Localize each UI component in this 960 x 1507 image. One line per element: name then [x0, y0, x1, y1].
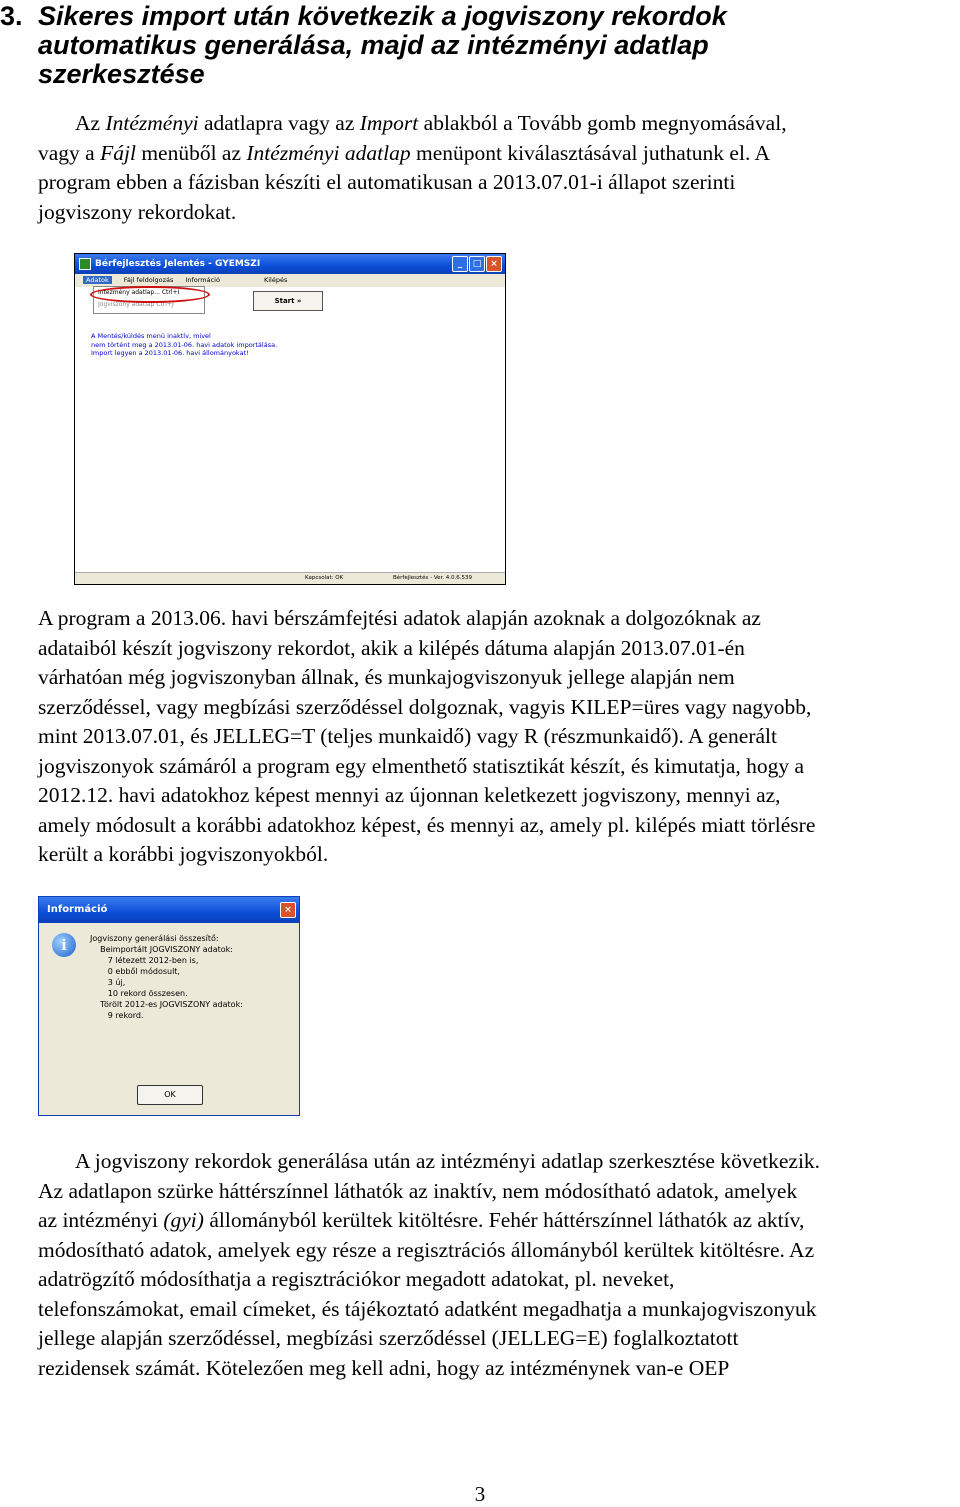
heading-line-1: Sikeres import után következik a jogviszony rekordok	[38, 1, 727, 31]
description-line-2: adataiból készít jogviszony rekordot, akik a kilépés dátuma alapján 2013.07.01-én	[38, 635, 745, 660]
menu-item-intezmeny-adatlap[interactable]: Intézmény adatlap... Ctrl+I	[98, 289, 180, 296]
main-window-titlebar	[75, 254, 505, 274]
connection-status: Kapcsolat: OK	[305, 575, 344, 581]
main-window-screenshot	[74, 253, 506, 585]
status-bar	[75, 572, 505, 584]
page-number: 3	[474, 1482, 486, 1506]
info-dialog-screenshot	[38, 896, 300, 1116]
description-paragraph	[38, 604, 953, 870]
intro-line-2: vagy a Fájl menüből az Intézményi adatlap menüpont kiválasztásával juthatunk el. A	[38, 140, 771, 165]
description-line-4: szerződéssel, vagy megbízási szerződéssel dolgoznak, vagyis KILEP=üres vagy nagyobb,	[38, 694, 812, 719]
menu-informacio[interactable]: Információ	[185, 276, 220, 284]
datasheet-line-1: A jogviszony rekordok generálása után az intézményi adatlap szerkesztése következik.	[75, 1149, 821, 1173]
start-button[interactable]: Start »	[253, 291, 323, 311]
description-line-5: mint 2013.07.01, és JELLEG=T (teljes munkaidő) vagy R (részmunkaidő). A generált	[38, 724, 777, 748]
info-icon: i	[52, 933, 76, 957]
close-icon[interactable]: ×	[486, 256, 502, 272]
close-icon[interactable]: ×	[280, 902, 296, 918]
description-line-6: jogviszonyok számáról a program egy elmenthető statisztikát készít, és kimutatja, hogy a	[38, 753, 805, 778]
datasheet-paragraph	[38, 1147, 958, 1383]
datasheet-line-7: jellege alapján szerződéssel, megbízási szerződéssel (JELLEG=E) foglalkoztatott	[38, 1326, 739, 1350]
minimize-icon[interactable]: _	[452, 256, 468, 272]
section-number: 3.	[0, 1, 23, 31]
datasheet-line-4: módosítható adatok, amelyek egy része a regisztrációs állományból kerültek kitöltésre. Az	[38, 1237, 815, 1262]
description-line-9: került a korábbi jogviszonyokból.	[38, 842, 329, 866]
window-controls	[451, 256, 502, 276]
datasheet-line-3: az intézményi (gyi) állományból kerültek kitöltésre. Fehér háttérszínnel láthatók az aktív,	[38, 1208, 805, 1232]
version-label: Bérfejlesztés - Ver. 4.0.6.539	[393, 575, 473, 581]
datasheet-line-8: rezidensek számát. Kötelezően meg kell adni, hogy az intézménynek van-e OEP	[38, 1355, 730, 1380]
section-heading	[0, 2, 940, 89]
menu-kilepes[interactable]: Kilépés	[263, 276, 288, 284]
datasheet-line-5: adatrögzítő módosíthatja a regisztrációkor megadott adatokat, pl. neveket,	[38, 1267, 675, 1291]
highlight-ellipse	[90, 286, 210, 303]
datasheet-line-2: Az adatlapon szürke háttérszínnel láthatók az inaktív, nem módosítható adatok, amelyek	[38, 1178, 798, 1203]
description-line-8: amely módosult a korábbi adatokhoz képest, és mennyi az, amely pl. kilépés miatt törlésre	[38, 812, 816, 837]
menu-adatok[interactable]: Adatok	[83, 276, 112, 284]
menu-item-jogviszony-adatlap[interactable]: Jogviszony adatlap Ctrl+J	[98, 301, 174, 308]
ok-button[interactable]: OK	[137, 1085, 203, 1105]
adatok-dropdown	[93, 286, 205, 314]
description-line-1: A program a 2013.06. havi bérszámfejtési adatok alapján azoknak a dolgozóknak az	[38, 606, 761, 630]
main-window-title: Bérfejlesztés Jelentés - GYEMSZI	[95, 259, 261, 269]
intro-line-3: program ebben a fázisban készíti el automatikusan a 2013.07.01-i állapot szerinti	[38, 170, 736, 194]
description-line-3: várhatóan még jogviszonyban állnak, és munkajogviszonyuk jellege alapján nem	[38, 665, 735, 689]
datasheet-line-6: telefonszámokat, email címeket, és tájékoztató adatként megadhatja a munkajogviszonyuk	[38, 1296, 817, 1321]
intro-line-1: Az Intézményi adatlapra vagy az Import ablakból a Tovább gomb megnyomásával,	[75, 111, 787, 135]
intro-paragraph	[38, 109, 948, 227]
info-dialog-title: Információ	[47, 904, 108, 915]
inactive-menu-note: A Mentés/küldés menü inaktív, mivel nem történt meg a 2013.01-06. havi adatok importálása. Import legyen a 2013.01-06. havi állományokat!	[91, 332, 278, 357]
app-icon	[79, 258, 91, 270]
maximize-icon[interactable]: □	[469, 256, 485, 272]
intro-line-4: jogviszony rekordokat.	[38, 199, 237, 224]
info-dialog-titlebar	[39, 897, 299, 923]
description-line-7: 2012.12. havi adatokhoz képest mennyi az újonnan keletkezett jogviszony, mennyi az,	[38, 783, 781, 807]
menu-fajl-feldolgozas[interactable]: Fájl feldolgozás	[123, 276, 174, 284]
heading-line-2: automatikus generálása, majd az intézményi adatlap	[38, 30, 709, 60]
heading-line-3: szerkesztése	[38, 59, 205, 89]
info-dialog-message: Jogviszony generálási összesítő: Beimportált JOGVISZONY adatok: 7 létezett 2012-ben is, 0 ebből módosult, 3 új, 10 rekord összesen. Törölt 2012-es JOGVISZONY adatok: 9 rekord.	[90, 934, 243, 1020]
